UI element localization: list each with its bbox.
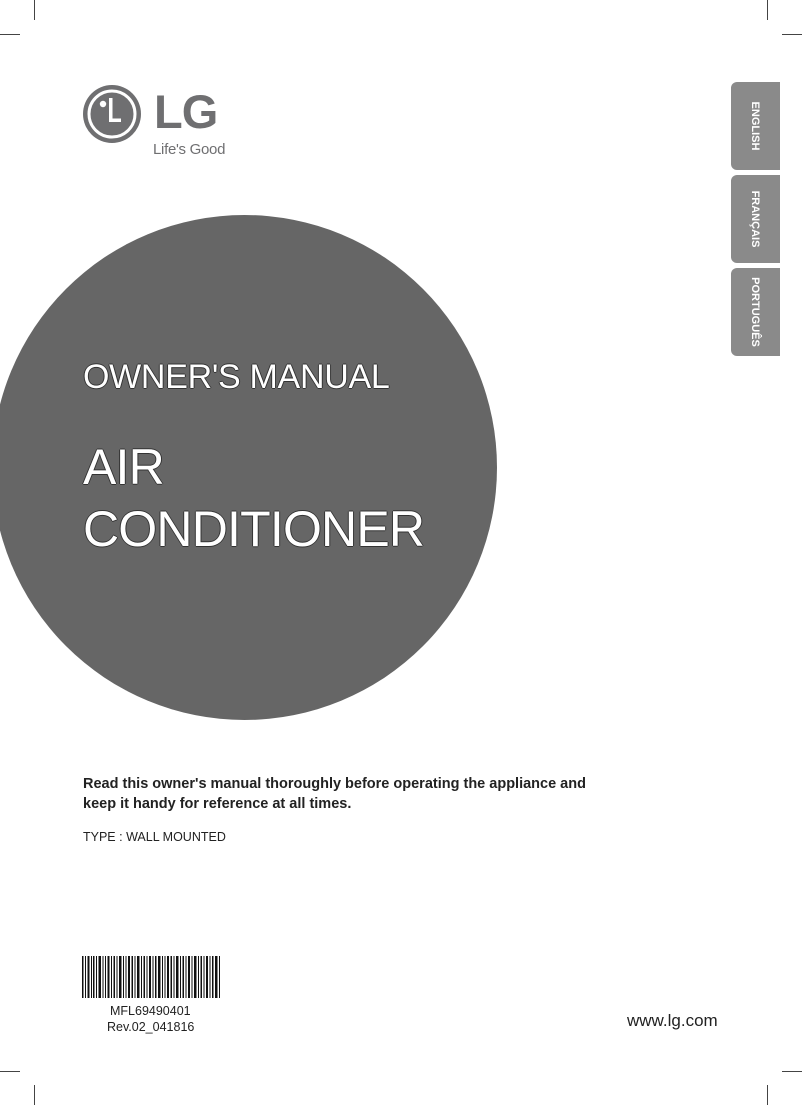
tab-label: ENGLISH <box>749 101 761 151</box>
tab-label: FRANÇAIS <box>749 190 761 248</box>
notice-line1: Read this owner's manual thoroughly before operating the appliance and <box>83 776 586 792</box>
crop-mark <box>0 1071 20 1072</box>
crop-mark <box>782 1071 802 1072</box>
crop-mark <box>782 34 802 35</box>
manual-subtitle: OWNER'S MANUAL <box>83 358 390 396</box>
notice-line2: keep it handy for reference at all times. <box>83 796 352 812</box>
website-link[interactable]: www.lg.com <box>627 1011 718 1030</box>
reading-notice <box>83 774 586 814</box>
product-title-line1: AIR <box>83 439 164 495</box>
brand-name: LG <box>154 85 218 138</box>
crop-mark <box>0 34 20 35</box>
crop-mark <box>34 1085 35 1105</box>
type-label: TYPE : WALL MOUNTED <box>83 830 226 844</box>
brand-tagline: Life's Good <box>153 141 226 158</box>
tab-english[interactable] <box>731 82 780 170</box>
tab-portugues[interactable] <box>731 268 780 356</box>
product-title <box>83 436 424 560</box>
revision-code: Rev.02_041816 <box>107 1020 195 1034</box>
barcode <box>82 956 222 998</box>
lg-face-icon <box>82 84 142 144</box>
crop-mark <box>767 0 768 20</box>
crop-mark <box>767 1085 768 1105</box>
product-title-line2: CONDITIONER <box>83 501 425 557</box>
tab-label: PORTUGUÊS <box>749 277 761 347</box>
part-number: MFL69490401 <box>110 1004 191 1018</box>
crop-mark <box>34 0 35 20</box>
tab-francais[interactable] <box>731 175 780 263</box>
